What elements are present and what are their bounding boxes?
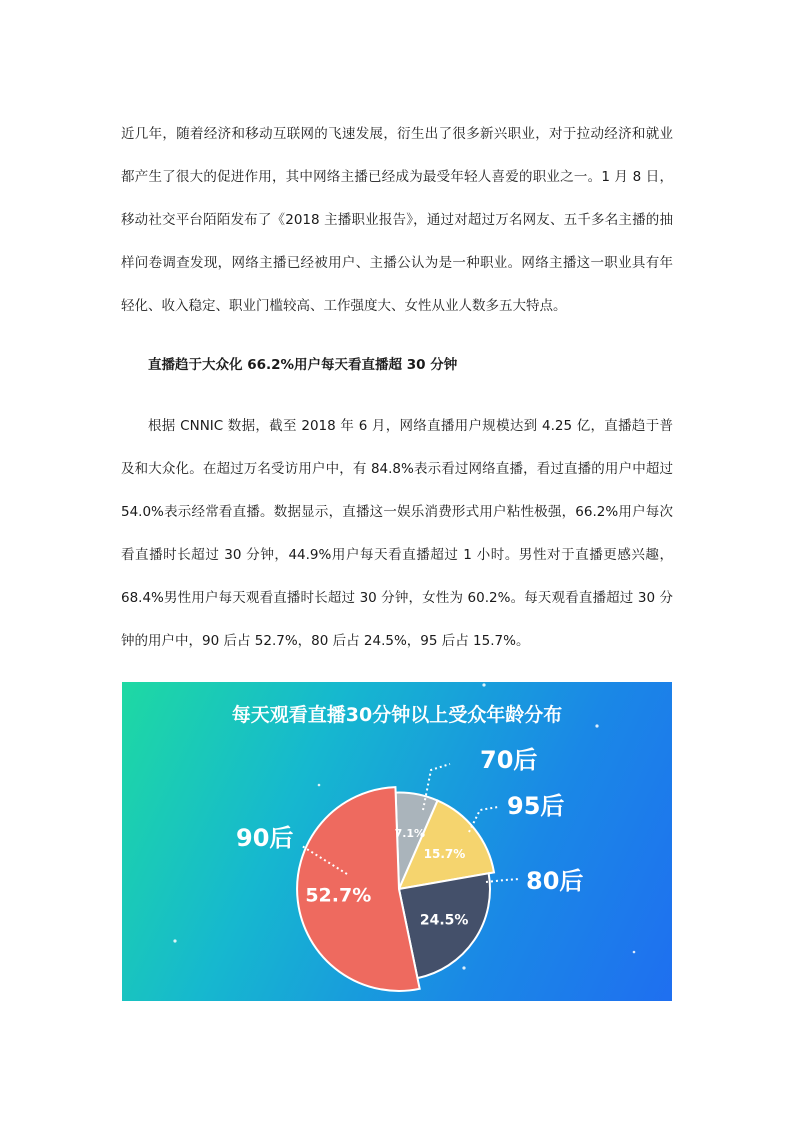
leader-line-3 bbox=[486, 879, 520, 882]
body-paragraph: 根据 CNNIC 数据，截至 2018 年 6 月，网络直播用户规模达到 4.25 亿，直播趋于普及和大众化。在超过万名受访用户中，有 84.8%表示看过网络直播，看过直播的用户中超过 54.0%表示经常看直播。数据显示，直播这一娱乐消费形式用户粘性极强，66.2%用户每次看直播时长超过 30 分钟，44.9%用户每天看直播超过 1 小时。男性对于直播更感兴趣，68.4%男性用户每天观看直播时长超过 30 分钟，女性为 60.2%。每天观看直播超过 30 分钟的用户中，90 后占 52.7%，80 后占 24.5%，95 后占 15.7%。 bbox=[121, 418, 673, 649]
slice-category-label-1: 70后 bbox=[480, 746, 538, 774]
chart-title: 每天观看直播30分钟以上受众年龄分布 bbox=[231, 704, 563, 726]
slice-category-label-3: 80后 bbox=[526, 867, 584, 895]
slice-category-label-2: 95后 bbox=[507, 792, 565, 820]
chart-canvas bbox=[122, 682, 672, 1001]
slice-value-label-4: 52.7% bbox=[305, 884, 372, 907]
slice-value-label-1: 7.1% bbox=[394, 827, 426, 841]
slice-value-label-3: 24.5% bbox=[419, 912, 469, 929]
age-distribution-chart bbox=[122, 682, 672, 1001]
intro-paragraph: 近几年，随着经济和移动互联网的飞速发展，衍生出了很多新兴职业，对于拉动经济和就业都产生了很大的促进作用，其中网络主播已经成为最受年轻人喜爱的职业之一。1 月 8 日，移动社交平台陌陌发布了《2018 主播职业报告》，通过对超过万名网友、五千多名主播的抽样问卷调查发现，网络主播已经被用户、主播公认为是一种职业。网络主播这一职业具有年轻化、收入稳定、职业门槛较高、工作强度大、女性从业人数多五大特点。 bbox=[121, 126, 673, 314]
slice-category-label-4: 90后 bbox=[236, 824, 294, 852]
section-heading: 直播趋于大众化 66.2%用户每天看直播超 30 分钟 bbox=[148, 357, 458, 373]
slice-value-label-2: 15.7% bbox=[423, 847, 466, 862]
